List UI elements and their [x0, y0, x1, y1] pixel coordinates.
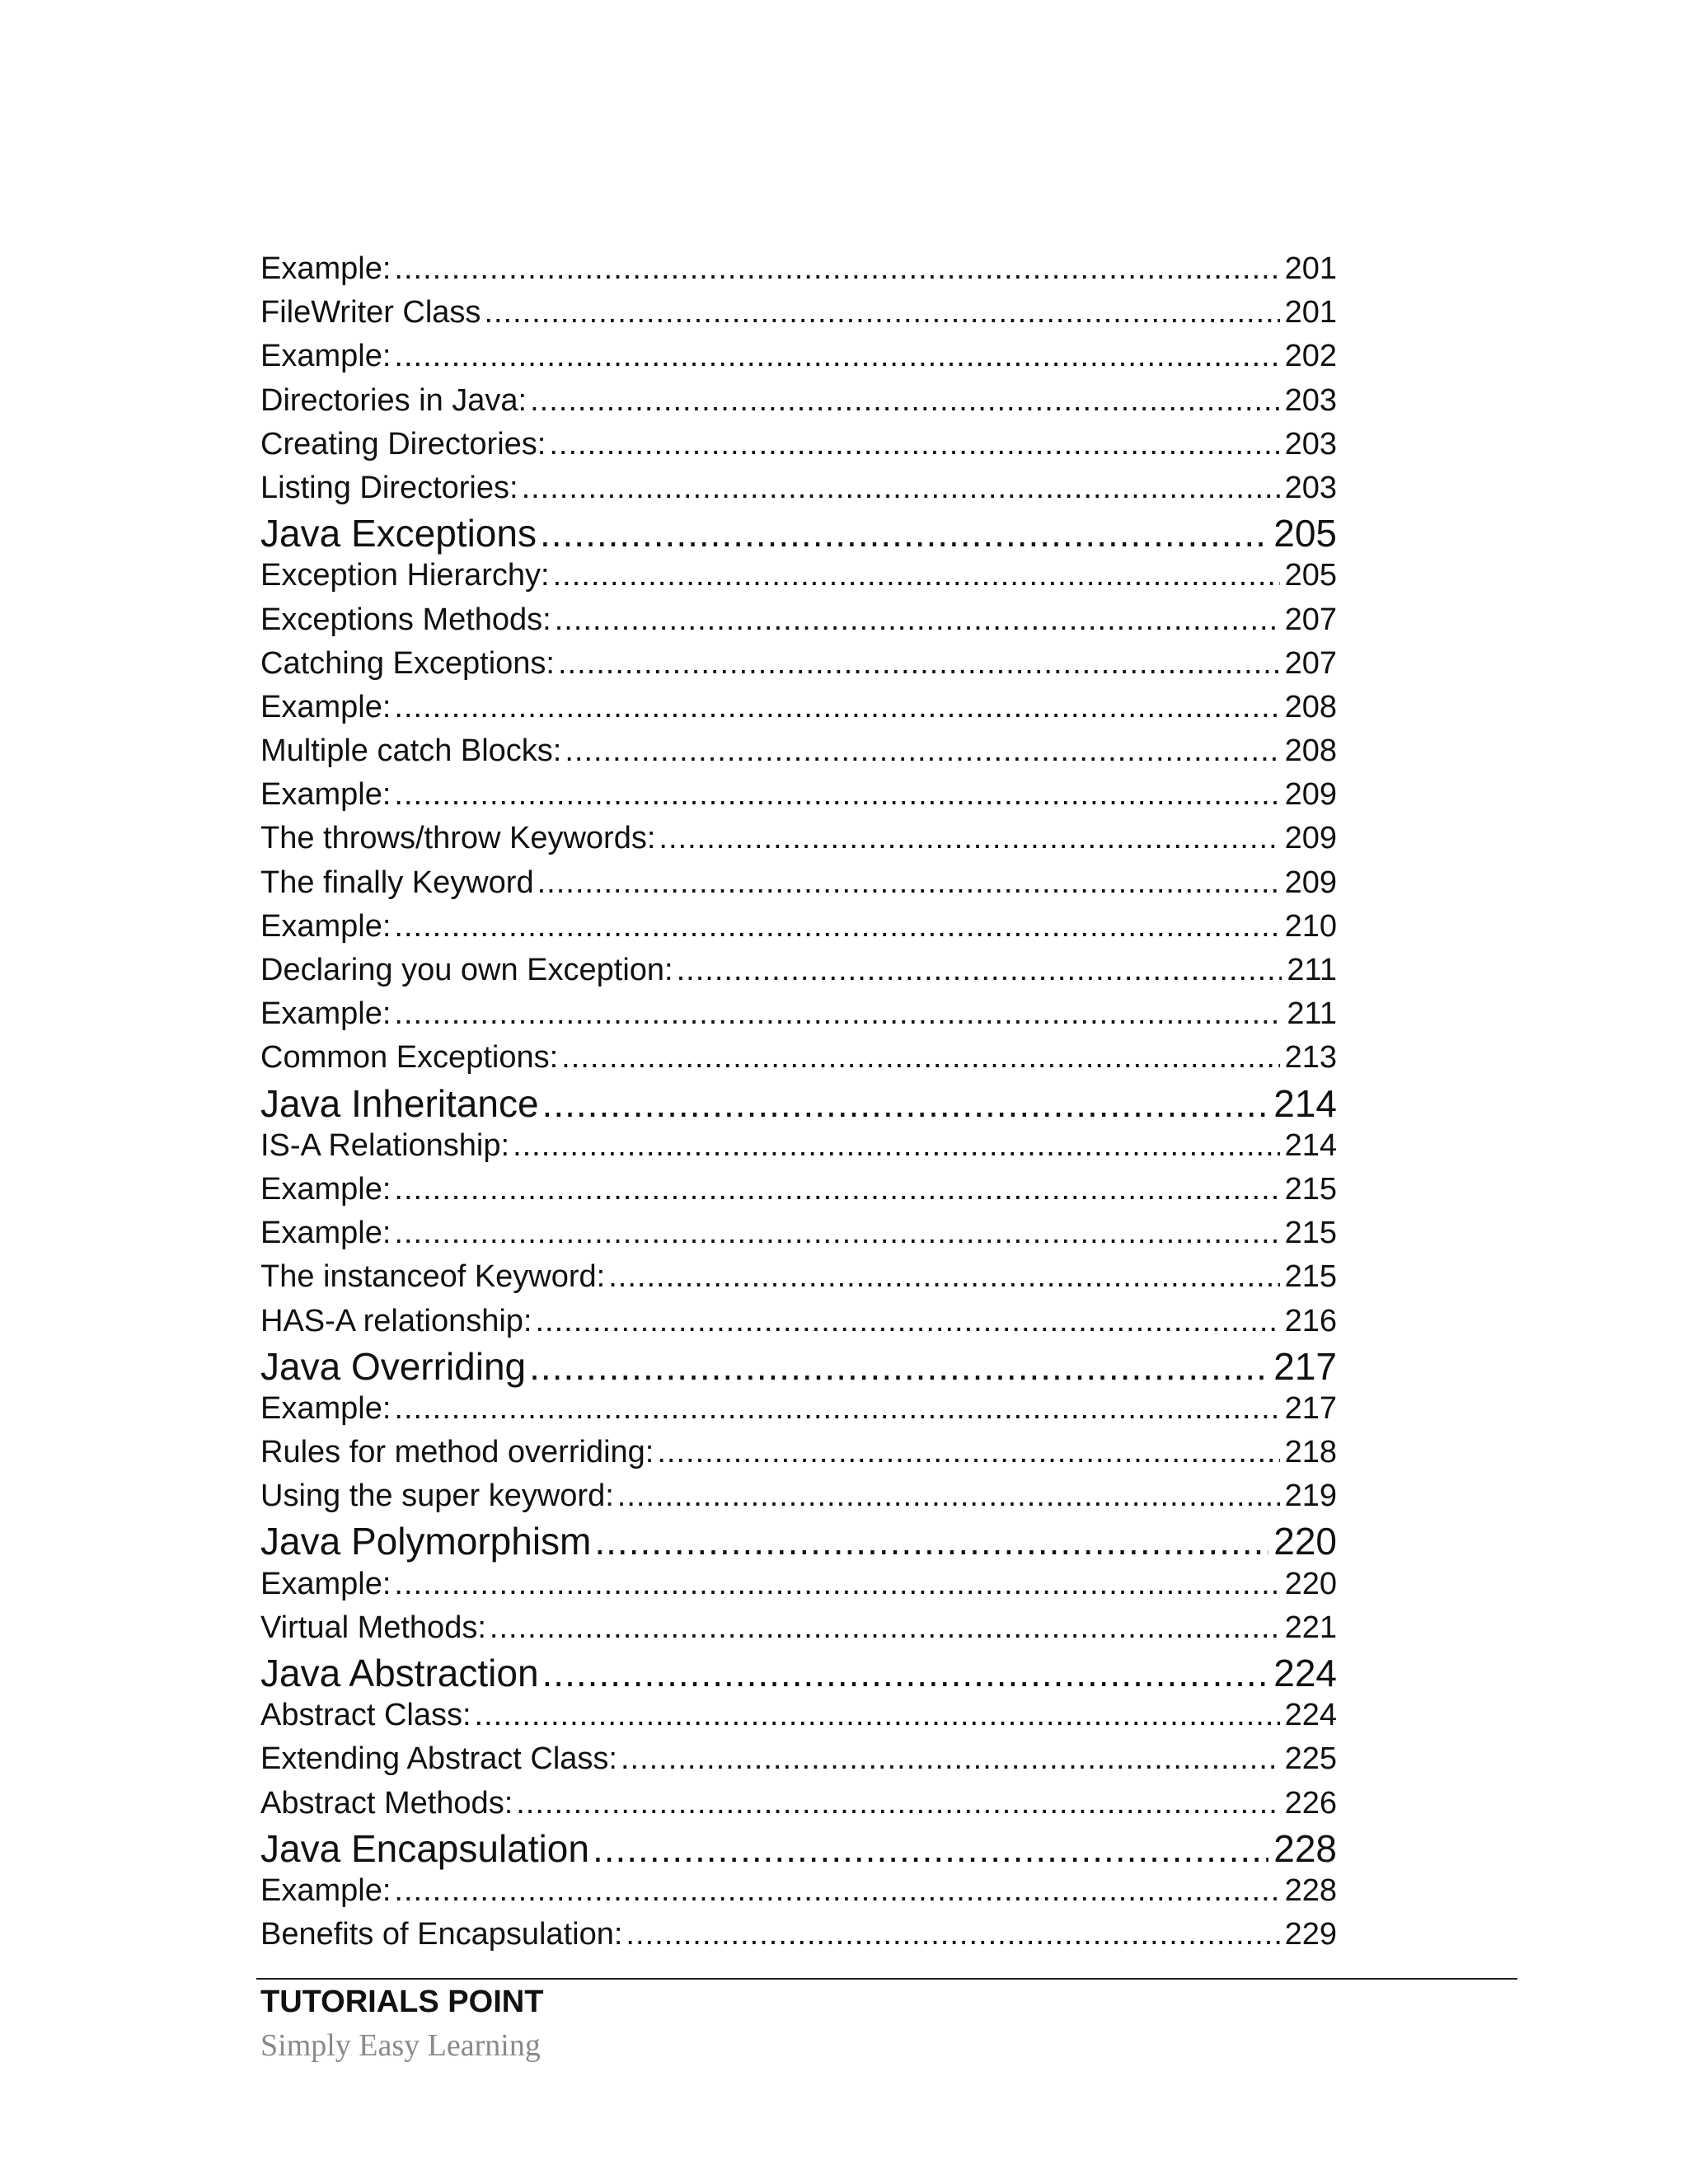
toc-dot-leader: [513, 1128, 1280, 1164]
toc-entry-page-number: 205: [1284, 558, 1337, 593]
toc-entry-page-number: 229: [1284, 1917, 1337, 1952]
toc-entry-title: Example:: [260, 339, 392, 374]
toc-dot-leader: [659, 821, 1279, 856]
toc-dot-leader: [553, 558, 1280, 593]
toc-dot-leader: [516, 1786, 1279, 1821]
toc-entry-title: Abstract Methods:: [260, 1785, 513, 1821]
toc-entry[interactable]: [260, 1786, 1337, 1830]
toc-entry-page-number: 207: [1284, 602, 1337, 637]
toc-entry-page-number: 215: [1284, 1171, 1337, 1207]
toc-entry-page-number: 201: [1284, 295, 1337, 330]
toc-entry[interactable]: [260, 690, 1337, 733]
toc-entry-page-number: 202: [1284, 339, 1337, 374]
toc-entry-page-number: 220: [1284, 1566, 1337, 1601]
toc-dot-leader: [475, 1698, 1280, 1733]
toc-chapter-entry[interactable]: [260, 1347, 1337, 1391]
toc-entry[interactable]: [260, 909, 1337, 953]
toc-entry-title: Listing Directories:: [260, 470, 518, 505]
toc-dot-leader: [608, 1259, 1279, 1295]
toc-entry[interactable]: [260, 733, 1337, 777]
toc-dot-leader: [394, 1567, 1279, 1602]
toc-entry-title: The throws/throw Keywords:: [260, 821, 656, 856]
toc-dot-leader: [657, 1435, 1279, 1470]
toc-entry-title: Java Encapsulation: [260, 1829, 589, 1870]
toc-entry[interactable]: [260, 251, 1337, 295]
toc-dot-leader: [394, 909, 1279, 944]
toc-dot-leader: [394, 1216, 1279, 1251]
toc-entry-page-number: 207: [1284, 645, 1337, 681]
toc-dot-leader: [530, 383, 1279, 419]
toc-entry[interactable]: [260, 1917, 1337, 1961]
toc-entry-page-number: 203: [1284, 382, 1337, 418]
toc-dot-leader: [484, 295, 1279, 330]
toc-entry-title: Multiple catch Blocks:: [260, 733, 562, 769]
footer-brand: TUTORIALS POINT: [260, 1985, 544, 2019]
toc-entry[interactable]: [260, 471, 1337, 514]
toc-dot-leader: [594, 1522, 1268, 1560]
toc-entry[interactable]: [260, 1698, 1337, 1741]
toc-entry-page-number: 209: [1284, 865, 1337, 900]
toc-entry-page-number: 228: [1284, 1872, 1337, 1908]
toc-entry-title: Extending Abstract Class:: [260, 1741, 617, 1777]
toc-entry-title: Example:: [260, 908, 392, 944]
toc-dot-leader: [540, 514, 1268, 552]
toc-entry-page-number: 217: [1284, 1390, 1337, 1426]
toc-entry[interactable]: [260, 821, 1337, 865]
toc-entry-page-number: 210: [1284, 908, 1337, 944]
toc-entry-title: Java Abstraction: [260, 1654, 539, 1694]
toc-chapter-entry[interactable]: [260, 1522, 1337, 1566]
toc-dot-leader: [522, 471, 1280, 506]
toc-entry-title: Common Exceptions:: [260, 1040, 559, 1076]
toc-entry[interactable]: [260, 295, 1337, 339]
toc-entry-page-number: 201: [1284, 251, 1337, 286]
toc-entry-title: HAS-A relationship:: [260, 1303, 532, 1338]
toc-entry[interactable]: [260, 1435, 1337, 1479]
toc-entry-title: Example:: [260, 1216, 392, 1251]
toc-entry[interactable]: [260, 996, 1337, 1040]
toc-entry[interactable]: [260, 1567, 1337, 1610]
toc-dot-leader: [537, 865, 1280, 901]
toc-chapter-entry[interactable]: [260, 1085, 1337, 1128]
toc-entry-title: Using the super keyword:: [260, 1479, 614, 1514]
toc-chapter-entry[interactable]: [260, 1830, 1337, 1873]
footer-divider: [256, 1978, 1517, 1980]
toc-entry-page-number: 221: [1284, 1610, 1337, 1645]
toc-entry[interactable]: [260, 1479, 1337, 1522]
toc-entry-title: IS-A Relationship:: [260, 1127, 510, 1163]
toc-entry-title: The instanceof Keyword:: [260, 1259, 606, 1295]
toc-entry-title: Example:: [260, 996, 392, 1032]
toc-entry[interactable]: [260, 383, 1337, 427]
toc-dot-leader: [565, 733, 1279, 769]
toc-dot-leader: [394, 1172, 1279, 1207]
toc-entry-page-number: 208: [1284, 733, 1337, 769]
toc-entry-page-number: 211: [1287, 996, 1337, 1032]
toc-entry-page-number: 219: [1284, 1479, 1337, 1514]
toc-dot-leader: [555, 602, 1280, 638]
toc-entry-page-number: 211: [1287, 953, 1337, 987]
toc-dot-leader: [394, 1873, 1279, 1909]
toc-entry-title: Example:: [260, 689, 392, 724]
toc-entry-title: Example:: [260, 1171, 392, 1207]
toc-dot-leader: [394, 777, 1279, 813]
toc-entry-title: Java Overriding: [260, 1347, 527, 1388]
toc-entry-title: Declaring you own Exception:: [260, 953, 673, 987]
toc-entry-page-number: 226: [1284, 1785, 1337, 1821]
toc-entry-title: The finally Keyword: [260, 865, 534, 900]
toc-dot-leader: [626, 1917, 1279, 1952]
toc-entry[interactable]: [260, 865, 1337, 909]
toc-entry-page-number: 228: [1273, 1829, 1337, 1870]
toc-entry-title: Abstract Class:: [260, 1698, 471, 1733]
toc-entry-title: Catching Exceptions:: [260, 645, 555, 681]
toc-entry-title: Rules for method overriding:: [260, 1435, 654, 1470]
toc-entry-page-number: 220: [1273, 1522, 1337, 1563]
toc-entry[interactable]: [260, 953, 1337, 996]
toc-dot-leader: [621, 1741, 1280, 1777]
toc-entry-title: Java Exceptions: [260, 514, 537, 555]
toc-entry-title: Example:: [260, 777, 392, 813]
toc-entry-title: Java Polymorphism: [260, 1522, 592, 1563]
toc-entry[interactable]: [260, 1128, 1337, 1172]
toc-entry-page-number: 224: [1284, 1698, 1337, 1733]
toc-entry-page-number: 214: [1273, 1084, 1337, 1125]
table-of-contents: [260, 251, 1337, 1961]
toc-entry[interactable]: [260, 1873, 1337, 1917]
toc-entry-title: Example:: [260, 1566, 392, 1601]
toc-entry-page-number: 217: [1273, 1347, 1337, 1388]
toc-entry-page-number: 203: [1284, 470, 1337, 505]
toc-entry-page-number: 218: [1284, 1435, 1337, 1470]
toc-dot-leader: [394, 1391, 1279, 1427]
toc-entry-page-number: 215: [1284, 1259, 1337, 1295]
toc-entry-page-number: 225: [1284, 1741, 1337, 1777]
toc-entry[interactable]: [260, 427, 1337, 471]
footer-tagline: Simply Easy Learning: [260, 2028, 541, 2063]
toc-dot-leader: [490, 1610, 1280, 1646]
toc-entry[interactable]: [260, 1741, 1337, 1785]
toc-dot-leader: [561, 1040, 1279, 1076]
toc-dot-leader: [617, 1479, 1280, 1514]
toc-entry-title: Virtual Methods:: [260, 1610, 486, 1645]
toc-entry-title: FileWriter Class: [260, 295, 481, 330]
toc-entry[interactable]: [260, 777, 1337, 821]
toc-entry-page-number: 224: [1273, 1654, 1337, 1694]
toc-entry[interactable]: [260, 1391, 1337, 1435]
toc-entry[interactable]: [260, 1304, 1337, 1347]
toc-dot-leader: [542, 1085, 1269, 1122]
toc-entry-title: Creating Directories:: [260, 426, 546, 462]
toc-dot-leader: [394, 251, 1279, 287]
toc-dot-leader: [593, 1830, 1268, 1868]
toc-chapter-entry[interactable]: [260, 514, 1337, 558]
toc-entry-page-number: 203: [1284, 426, 1337, 462]
toc-entry-page-number: 215: [1284, 1216, 1337, 1251]
toc-entry-page-number: 213: [1284, 1040, 1337, 1076]
toc-dot-leader: [549, 427, 1279, 462]
toc-entry-page-number: 208: [1284, 689, 1337, 724]
toc-entry-page-number: 209: [1284, 777, 1337, 813]
toc-entry[interactable]: [260, 1610, 1337, 1654]
toc-dot-leader: [558, 646, 1280, 682]
toc-dot-leader: [677, 953, 1282, 988]
toc-entry[interactable]: [260, 1259, 1337, 1303]
toc-entry-title: Example:: [260, 251, 392, 286]
toc-entry-title: Directories in Java:: [260, 382, 528, 418]
toc-entry[interactable]: [260, 1216, 1337, 1259]
toc-entry-page-number: 216: [1284, 1303, 1337, 1338]
toc-dot-leader: [542, 1654, 1269, 1692]
toc-dot-leader: [536, 1304, 1280, 1339]
toc-entry[interactable]: [260, 1172, 1337, 1216]
toc-entry[interactable]: [260, 558, 1337, 602]
toc-entry[interactable]: [260, 646, 1337, 690]
toc-entry[interactable]: [260, 339, 1337, 382]
toc-entry[interactable]: [260, 602, 1337, 646]
toc-entry-title: Benefits of Encapsulation:: [260, 1917, 623, 1952]
toc-entry-title: Example:: [260, 1872, 392, 1908]
toc-entry-title: Java Inheritance: [260, 1084, 539, 1125]
toc-dot-leader: [394, 339, 1279, 374]
toc-entry-page-number: 209: [1284, 821, 1337, 856]
toc-entry-title: Exception Hierarchy:: [260, 558, 550, 593]
toc-chapter-entry[interactable]: [260, 1654, 1337, 1698]
toc-entry-title: Exceptions Methods:: [260, 602, 551, 637]
toc-entry-page-number: 205: [1273, 514, 1337, 555]
toc-dot-leader: [394, 996, 1282, 1032]
toc-dot-leader: [394, 690, 1279, 725]
toc-entry[interactable]: [260, 1040, 1337, 1084]
toc-entry-page-number: 214: [1284, 1127, 1337, 1163]
toc-dot-leader: [529, 1347, 1268, 1385]
toc-entry-title: Example:: [260, 1390, 392, 1426]
